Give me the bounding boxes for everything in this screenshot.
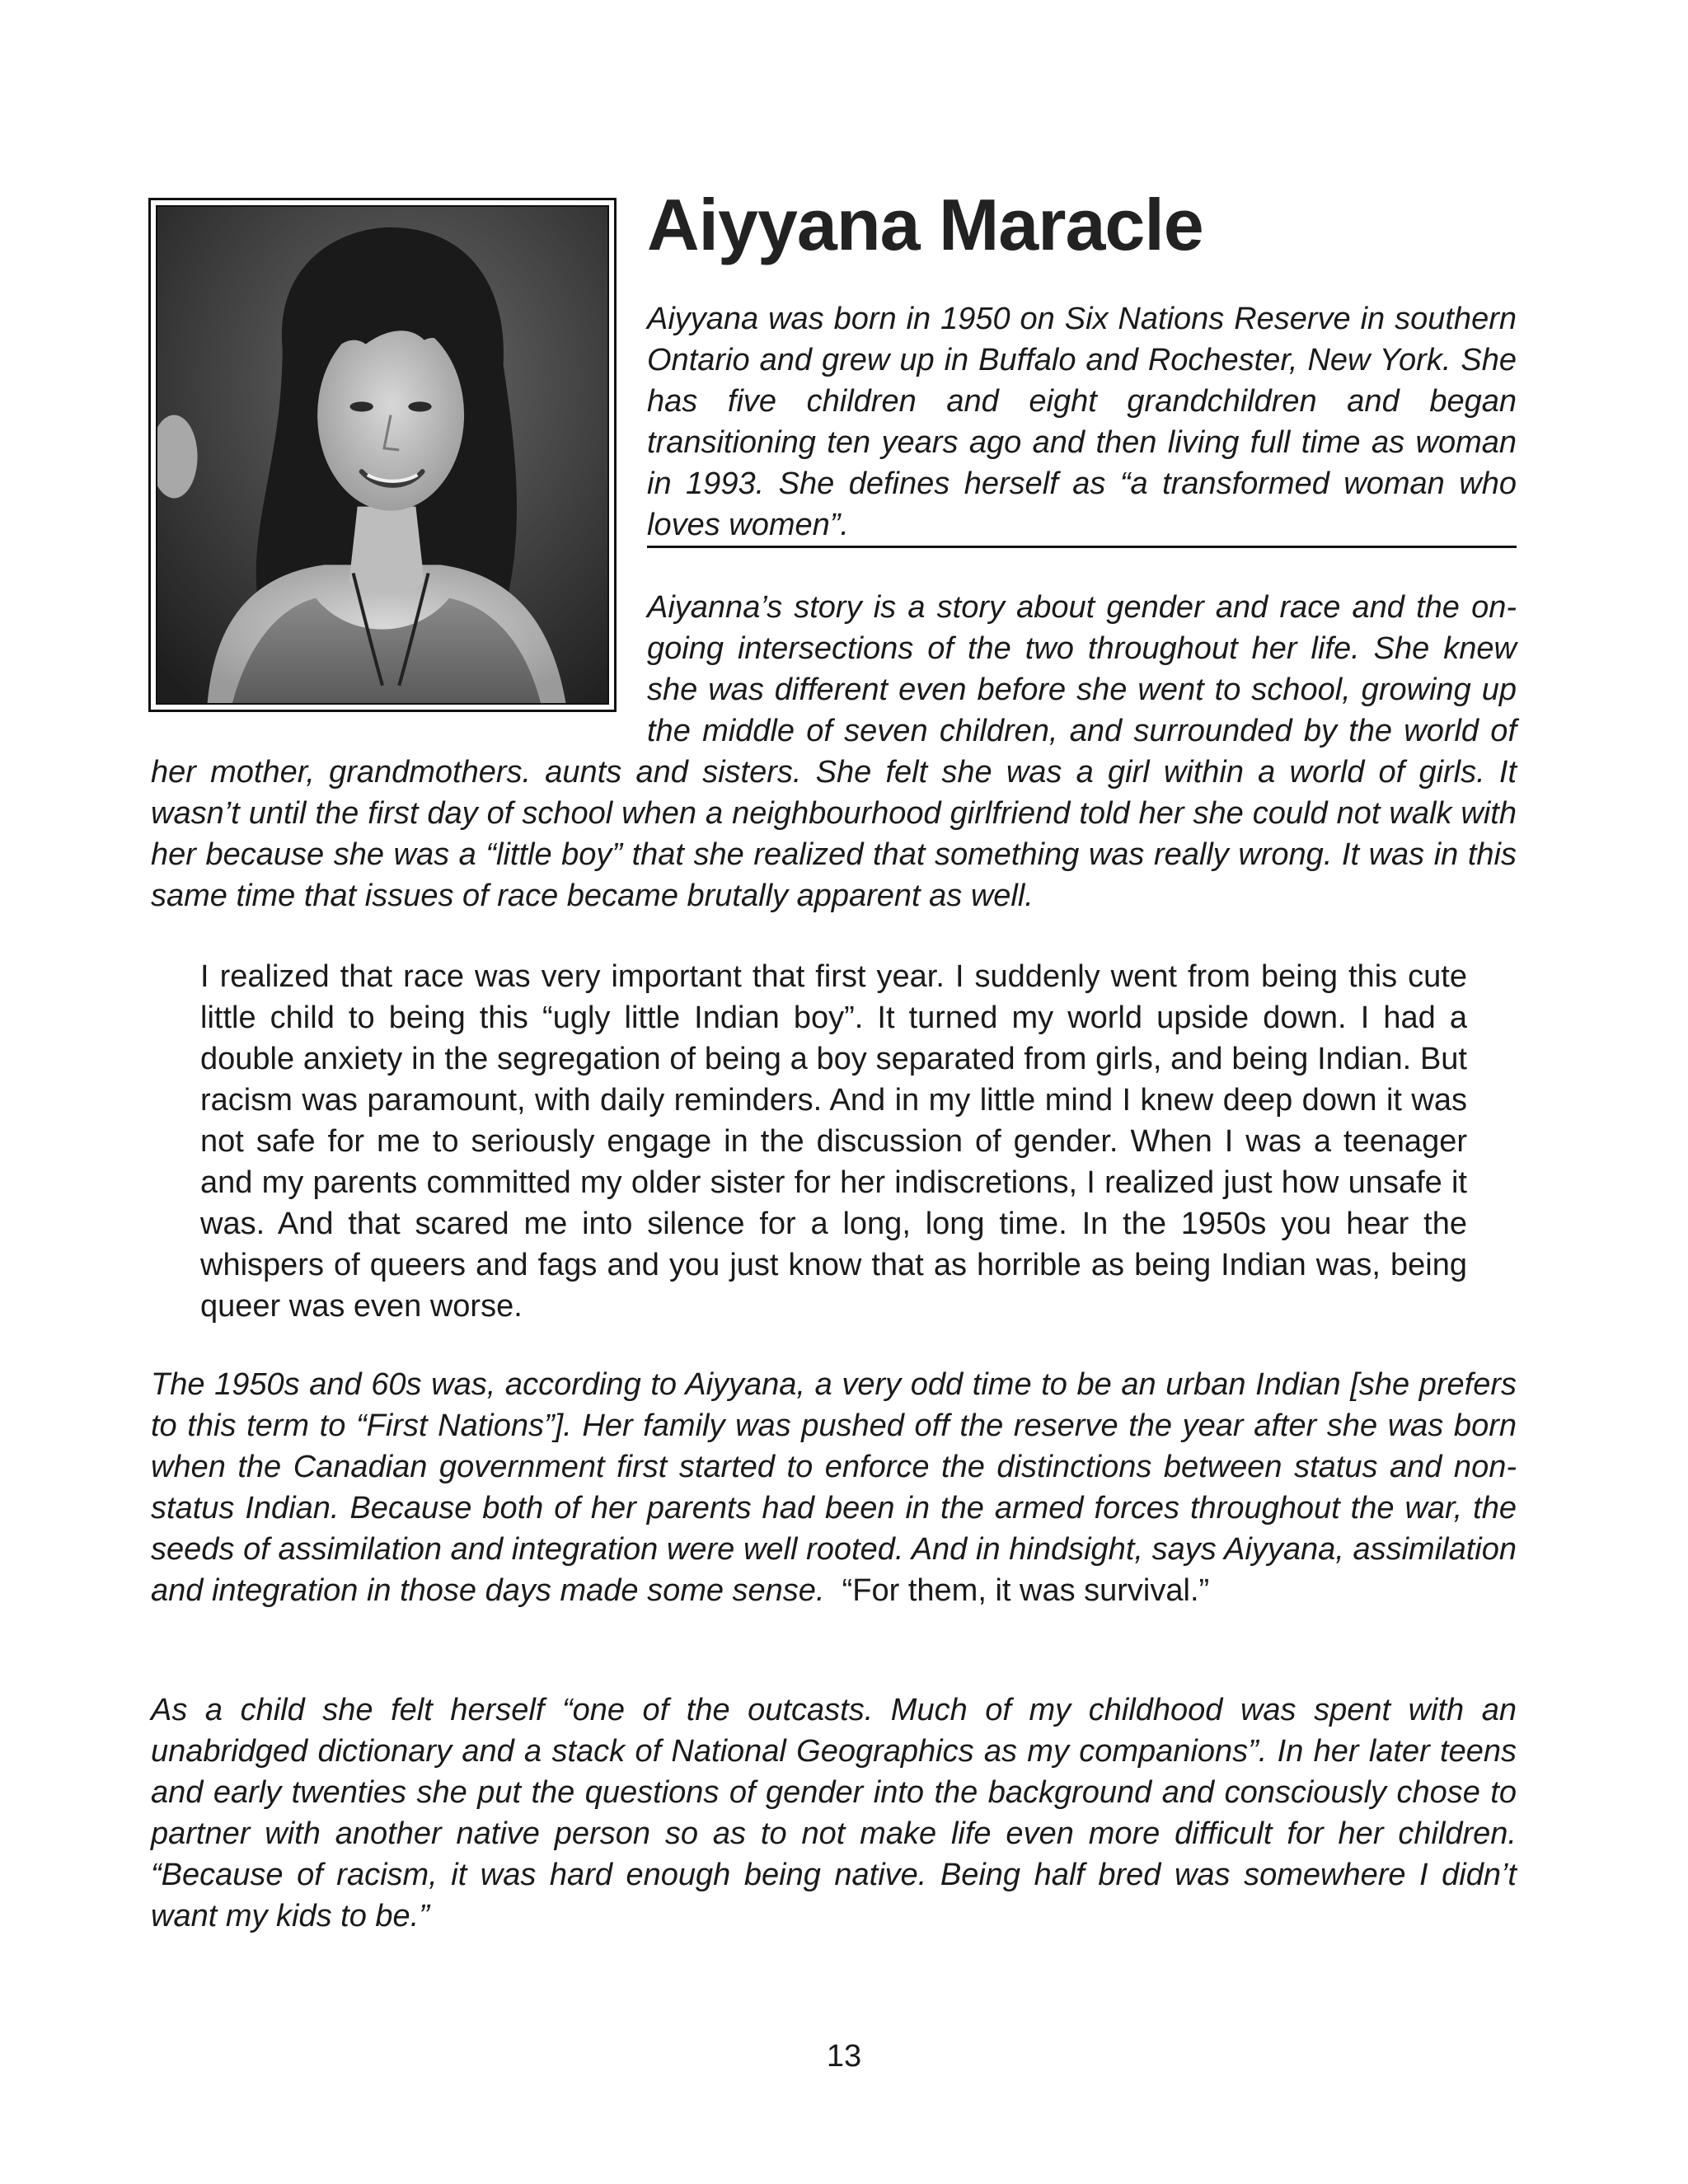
history-paragraph-text: The 1950s and 60s was, according to Aiyyana, a very odd time to be an urban Indian [she prefers to this term to “First Nations”]. Her family was pushed off the reserve the year after she was born when the Canadian government first started to enforce the distinctions between status and non-status Indian. Because both of her parents had been in the armed forces throughout the war, the seeds of assimilation and integration were well rooted. And in hindsight, says Aiyyana, assimilation and integration in those days made some sense. (151, 1367, 1517, 1608)
section-divider (647, 546, 1517, 548)
history-paragraph (151, 1364, 1517, 1611)
history-paragraph-quote: “For them, it was survival.” (842, 1573, 1210, 1608)
childhood-paragraph: As a child she felt herself “one of the outcasts. Much of my childhood was spent with an unabridged dictionary and a stack of National Geographics as my companions”. In her later teens and early twenties she put the questions of gender into the background and consciously chose to partner with another native person so as to not make life even more difficult for her children. “Because of racism, it was hard enough being native. Being half bred was somewhere I didn’t want my kids to be.” (151, 1693, 1517, 1933)
page-number: 13 (826, 2039, 862, 2074)
story-paragraph: Aiyanna’s story is a story about gender and race and the on-going intersections of the two throughout her life. She knew she was different even before she went to school, growing up the middle of seven children, and surrounded by the world of her mother, grandmothers. aunts and sisters. She felt she was a girl within a world of girls. It wasn’t until the first day of school when a neighbourhood girlfriend told her she could not walk with her because she was a “little boy” that she realized that something was really wrong. It was in this same time that issues of race became brutally apparent as well. (151, 590, 1517, 913)
block-quote: I realized that race was very important that first year. I suddenly went from being this cute little child to being this “ugly little Indian boy”. It turned my world upside down. I had a double anxiety in the segregation of being a boy separated from girls, and being Indian. But racism was paramount, with daily reminders. And in my little mind I knew deep down it was not safe for me to seriously engage in the discussion of gender. When I was a teenager and my parents committed my older sister for her indiscretions, I realized just how unsafe it was. And that scared me into silence for a long, long time. In the 1950s you hear the whispers of queers and fags and you just know that as horrible as being Indian was, being queer was even worse. (200, 959, 1467, 1324)
story-section (151, 587, 1517, 916)
page-title: Aiyyana Maracle (647, 184, 1203, 265)
intro-paragraph: Aiyyana was born in 1950 on Six Nations Reserve in southern Ontario and grew up in Buffalo and Rochester, New York. She has five children and eight grandchildren and began transitioning ten years ago and then living full time as woman in 1993. She defines herself as “a transformed woman who loves women”. (647, 302, 1517, 542)
photo-wrap-spacer (151, 587, 647, 733)
